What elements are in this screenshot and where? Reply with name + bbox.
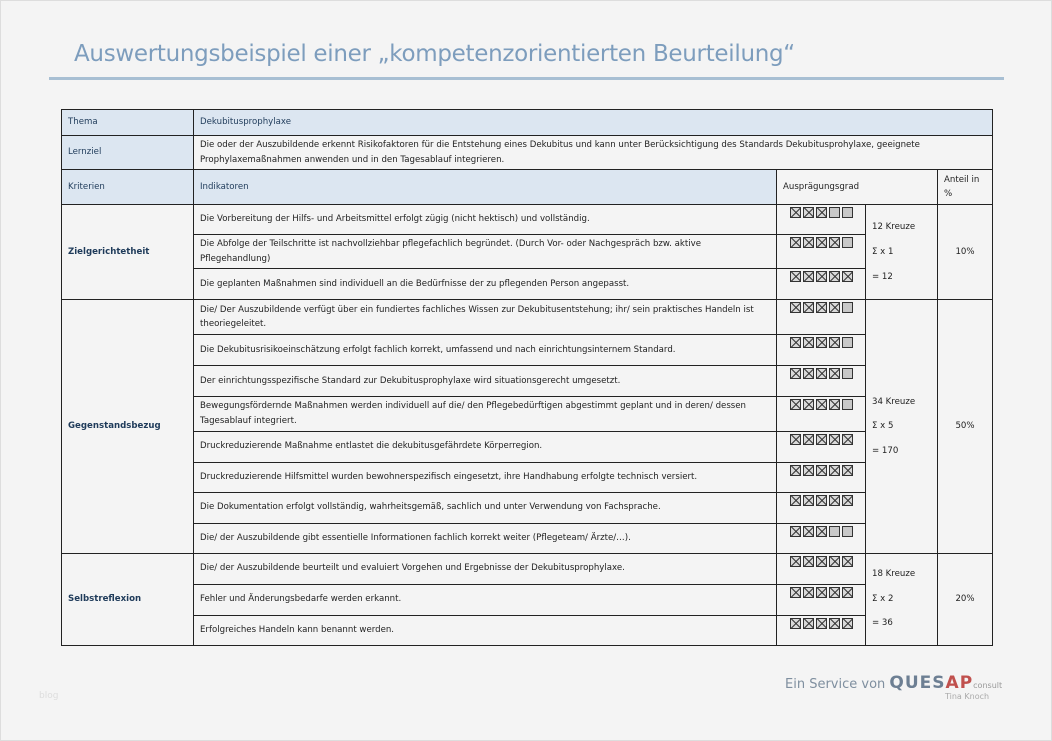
header-indikatoren: Indikatoren — [194, 170, 777, 205]
score-summary — [866, 205, 938, 300]
rating-checkboxes[interactable] — [783, 337, 859, 348]
rating-checkboxes[interactable] — [783, 399, 859, 410]
empty-box-icon[interactable] — [842, 399, 853, 410]
table-row — [62, 523, 993, 553]
checked-box-icon[interactable] — [803, 368, 814, 379]
indicator-text: Die Dokumentation erfolgt vollständig, wahrheitsgemäß, sachlich und unter Verwendung von Fachsprache. — [194, 492, 777, 523]
empty-box-icon[interactable] — [842, 368, 853, 379]
thema-value: Dekubitusprophylaxe — [194, 110, 993, 136]
indicator-text: Die Vorbereitung der Hilfs- und Arbeitsmittel erfolgt zügig (nicht hektisch) und vollständig. — [194, 205, 777, 235]
table-row — [62, 584, 993, 615]
checked-box-icon[interactable] — [790, 337, 801, 348]
table-row — [62, 366, 993, 397]
table-row — [62, 431, 993, 462]
lernziel-label: Lernziel — [62, 136, 194, 170]
indicator-text: Druckreduzierende Maßnahme entlastet die dekubitusgefährdete Körperregion. — [194, 431, 777, 462]
criterion-label: Gegenstandsbezug — [62, 300, 194, 553]
indicator-text: Fehler und Änderungsbedarfe werden erkannt. — [194, 584, 777, 615]
rating-checkboxes[interactable] — [783, 368, 859, 379]
table-row — [62, 553, 993, 584]
checked-box-icon[interactable] — [829, 399, 840, 410]
weight-factor: Σ x 5 — [872, 421, 894, 432]
checked-box-icon[interactable] — [829, 495, 840, 506]
checked-box-icon[interactable] — [829, 368, 840, 379]
checked-box-icon[interactable] — [790, 271, 801, 282]
checked-box-icon[interactable] — [790, 399, 801, 410]
checked-box-icon[interactable] — [803, 465, 814, 476]
rating-checkboxes[interactable] — [783, 556, 859, 567]
empty-box-icon[interactable] — [829, 526, 840, 537]
lernziel-value: Die oder der Auszubildende erkennt Risikofaktoren für die Entstehung eines Dekubitus und kann unter Berücksichtigung des Standards Dekubitusprohylaxe, geeignete Prophylaxemaßnahmen anwenden und in den Tagesablauf integrieren. — [194, 136, 993, 170]
checked-box-icon[interactable] — [803, 271, 814, 282]
checked-box-icon[interactable] — [790, 587, 801, 598]
indicator-text: Erfolgreiches Handeln kann benannt werden. — [194, 615, 777, 645]
share-percent: 20% — [938, 553, 993, 645]
rating-checkboxes[interactable] — [783, 302, 859, 313]
page-title: Auswertungsbeispiel einer „kompetenzorientierten Beurteilung“ — [74, 41, 795, 67]
checked-box-icon[interactable] — [842, 556, 853, 567]
empty-box-icon[interactable] — [842, 302, 853, 313]
score-result: = 12 — [872, 271, 893, 282]
checked-box-icon[interactable] — [842, 271, 853, 282]
rating-checkboxes[interactable] — [783, 495, 859, 506]
table-row — [62, 269, 993, 300]
checked-box-icon[interactable] — [790, 526, 801, 537]
indicator-text: Die Dekubitusrisikoeinschätzung erfolgt fachlich korrekt, umfassend und nach einrichtungsinternem Standard. — [194, 335, 777, 366]
rating-checkboxes[interactable] — [783, 526, 859, 537]
table-row — [62, 492, 993, 523]
service-text: Ein Service von — [785, 677, 886, 692]
kreuze-count: 34 Kreuze — [872, 396, 916, 407]
rating-checkboxes[interactable] — [783, 271, 859, 282]
checked-box-icon[interactable] — [790, 618, 801, 629]
checked-box-icon[interactable] — [790, 207, 801, 218]
table-row — [62, 462, 993, 492]
header-auspraegungsgrad: Ausprägungsgrad — [777, 170, 938, 205]
empty-box-icon[interactable] — [842, 337, 853, 348]
checked-box-icon[interactable] — [790, 302, 801, 313]
table-row — [62, 235, 993, 269]
rating-checkboxes[interactable] — [783, 237, 859, 248]
indicator-text: Die/ der Auszubildende gibt essentielle Informationen fachlich korrekt weiter (Pflegeteam/ Ärzte/…). — [194, 523, 777, 553]
indicator-text: Die/ der Auszubildende beurteilt und evaluiert Vorgehen und Ergebnisse der Dekubitusprophylaxe. — [194, 553, 777, 584]
checked-box-icon[interactable] — [829, 465, 840, 476]
checked-box-icon[interactable] — [829, 237, 840, 248]
rating-checkboxes[interactable] — [783, 207, 859, 218]
checked-box-icon[interactable] — [816, 618, 827, 629]
indicator-text: Die Abfolge der Teilschritte ist nachvollziehbar pflegefachlich begründet. (Durch Vor- oder Nachgespräch bzw. aktive Pflegehandlung) — [194, 235, 777, 269]
checked-box-icon[interactable] — [829, 271, 840, 282]
checked-box-icon[interactable] — [842, 587, 853, 598]
checked-box-icon[interactable] — [803, 587, 814, 598]
checked-box-icon[interactable] — [842, 618, 853, 629]
title-divider — [49, 77, 1004, 80]
table-row — [62, 335, 993, 366]
empty-box-icon[interactable] — [842, 237, 853, 248]
table-row — [62, 615, 993, 645]
checked-box-icon[interactable] — [816, 526, 827, 537]
score-result: = 170 — [872, 445, 899, 456]
checked-box-icon[interactable] — [816, 465, 827, 476]
checked-box-icon[interactable] — [829, 618, 840, 629]
checked-box-icon[interactable] — [842, 434, 853, 445]
checked-box-icon[interactable] — [816, 302, 827, 313]
consult-text: consult — [973, 681, 1003, 690]
indicator-text: Bewegungsfördernde Maßnahmen werden individuell auf die/ den Pflegebedürftigen abgestimmt geplant und in deren/ dessen Tagesablauf integriert. — [194, 397, 777, 431]
weight-factor: Σ x 1 — [872, 247, 894, 258]
criterion-label: Zielgerichtetheit — [62, 205, 194, 300]
checked-box-icon[interactable] — [816, 207, 827, 218]
evaluation-table — [61, 109, 993, 646]
checked-box-icon[interactable] — [829, 434, 840, 445]
checked-box-icon[interactable] — [829, 556, 840, 567]
checked-box-icon[interactable] — [842, 465, 853, 476]
checked-box-icon[interactable] — [816, 495, 827, 506]
checked-box-icon[interactable] — [803, 337, 814, 348]
checked-box-icon[interactable] — [803, 526, 814, 537]
score-result: = 36 — [872, 618, 893, 629]
thema-label: Thema — [62, 110, 194, 136]
checked-box-icon[interactable] — [803, 495, 814, 506]
checked-box-icon[interactable] — [790, 556, 801, 567]
checked-box-icon[interactable] — [803, 618, 814, 629]
checked-box-icon[interactable] — [816, 337, 827, 348]
checked-box-icon[interactable] — [790, 495, 801, 506]
table-row — [62, 397, 993, 431]
checked-box-icon[interactable] — [803, 302, 814, 313]
kreuze-count: 18 Kreuze — [872, 569, 916, 580]
checked-box-icon[interactable] — [816, 587, 827, 598]
watermark: blog — [39, 691, 59, 701]
rating-checkboxes[interactable] — [783, 618, 859, 629]
checked-box-icon[interactable] — [790, 434, 801, 445]
checked-box-icon[interactable] — [790, 368, 801, 379]
checked-box-icon[interactable] — [803, 207, 814, 218]
checked-box-icon[interactable] — [790, 237, 801, 248]
checked-box-icon[interactable] — [816, 399, 827, 410]
score-summary — [866, 553, 938, 645]
checked-box-icon[interactable] — [816, 434, 827, 445]
checked-box-icon[interactable] — [803, 434, 814, 445]
header-kriterien: Kriterien — [62, 170, 194, 205]
kreuze-count: 12 Kreuze — [872, 222, 916, 233]
empty-box-icon[interactable] — [842, 207, 853, 218]
empty-box-icon[interactable] — [829, 207, 840, 218]
rating-checkboxes[interactable] — [783, 434, 859, 445]
service-credit — [785, 673, 1002, 693]
checked-box-icon[interactable] — [803, 399, 814, 410]
table-row — [62, 205, 993, 235]
checked-box-icon[interactable] — [829, 587, 840, 598]
indicator-text: Druckreduzierende Hilfsmittel wurden bewohnerspezifisch eingesetzt, ihre Handhabung erfolgte technisch versiert. — [194, 462, 777, 492]
indicator-text: Der einrichtungsspezifische Standard zur Dekubitusprophylaxe wird situationsgerecht umgesetzt. — [194, 366, 777, 397]
rating-checkboxes[interactable] — [783, 465, 859, 476]
weight-factor: Σ x 2 — [872, 593, 894, 604]
quesap-logo: QUESAP — [889, 673, 974, 693]
checked-box-icon[interactable] — [816, 237, 827, 248]
checked-box-icon[interactable] — [803, 237, 814, 248]
share-percent: 10% — [938, 205, 993, 300]
checked-box-icon[interactable] — [829, 337, 840, 348]
author: Tina Knoch — [945, 692, 990, 701]
checked-box-icon[interactable] — [816, 556, 827, 567]
checked-box-icon[interactable] — [803, 556, 814, 567]
share-percent: 50% — [938, 300, 993, 553]
rating-checkboxes[interactable] — [783, 587, 859, 598]
checked-box-icon[interactable] — [816, 271, 827, 282]
checked-box-icon[interactable] — [842, 495, 853, 506]
checked-box-icon[interactable] — [829, 302, 840, 313]
checked-box-icon[interactable] — [790, 465, 801, 476]
table-row — [62, 300, 993, 335]
empty-box-icon[interactable] — [842, 526, 853, 537]
header-anteil: Anteil in % — [938, 170, 993, 205]
checked-box-icon[interactable] — [816, 368, 827, 379]
score-summary — [866, 300, 938, 553]
indicator-text: Die geplanten Maßnahmen sind individuell an die Bedürfnisse der zu pflegenden Person angepasst. — [194, 269, 777, 300]
indicator-text: Die/ Der Auszubildende verfügt über ein fundiertes fachliches Wissen zur Dekubitusentstehung; ihr/ sein praktisches Handeln ist theoriegeleitet. — [194, 300, 777, 335]
criterion-label: Selbstreflexion — [62, 553, 194, 645]
